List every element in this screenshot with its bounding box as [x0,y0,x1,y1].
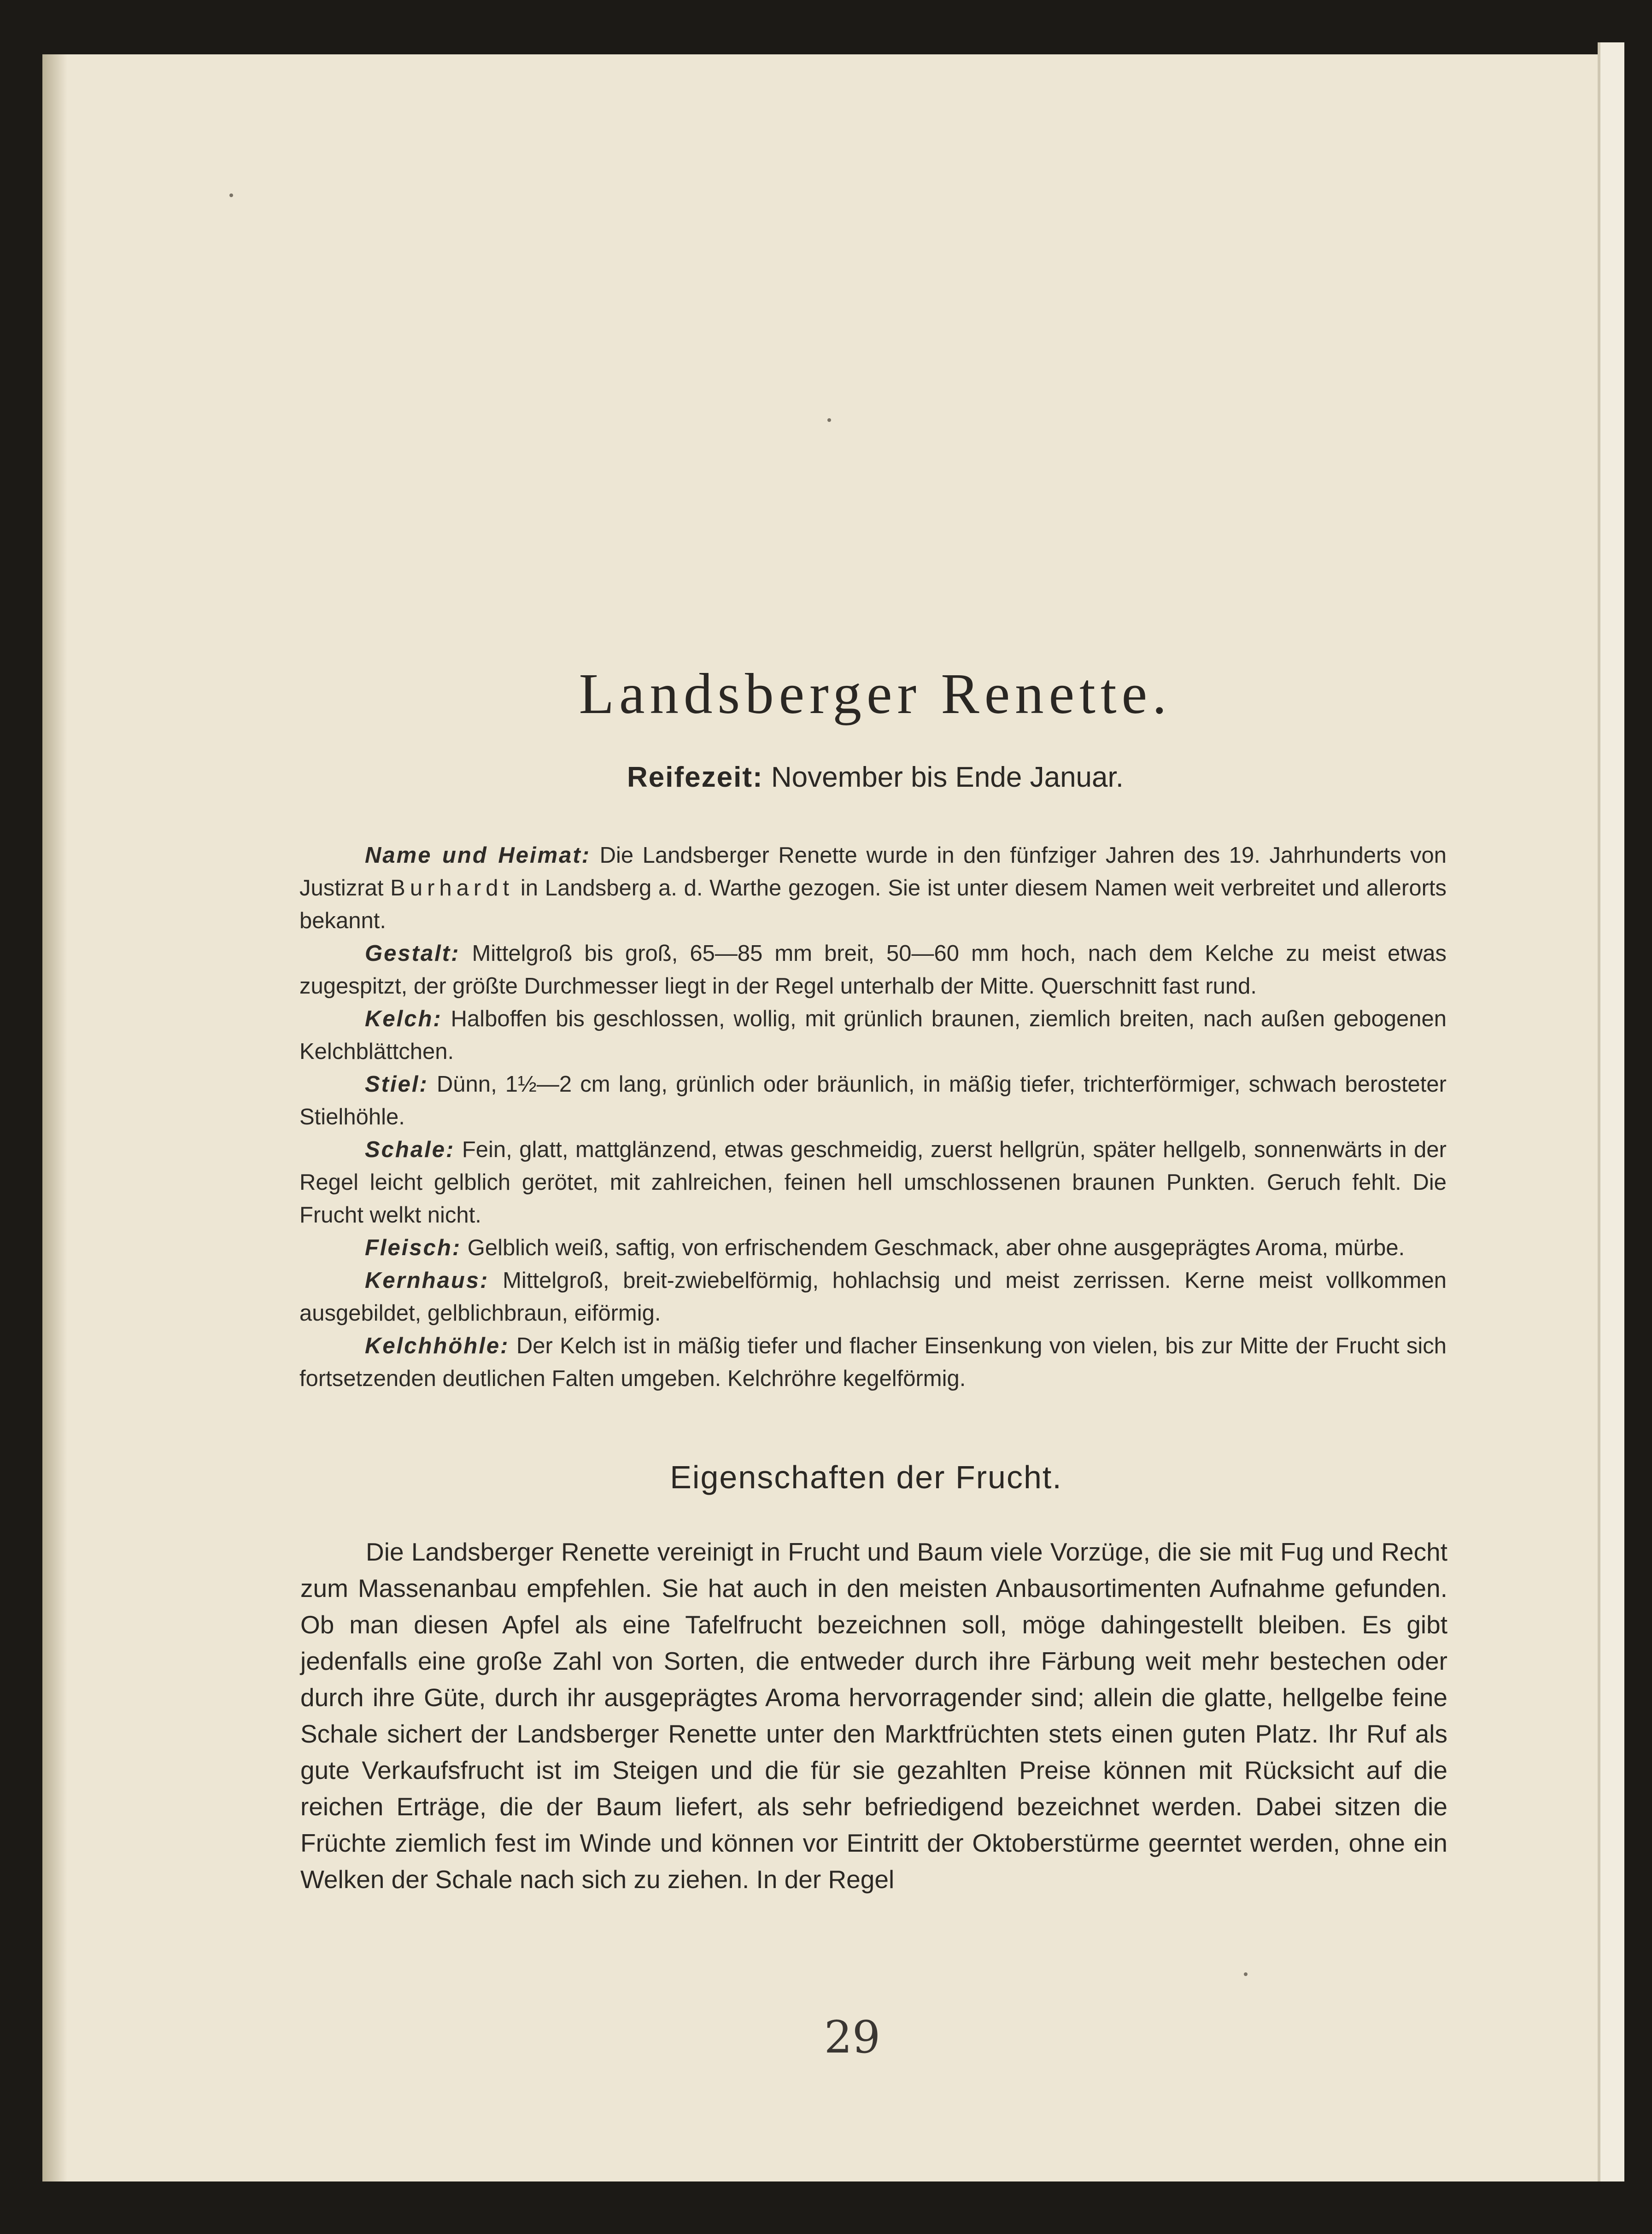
desc-label: Fleisch: [365,1235,462,1260]
desc-label: Kelch: [365,1006,442,1031]
desc-label: Kernhaus: [365,1268,489,1293]
paper-speck [827,418,831,422]
ripening-line [0,759,1652,796]
desc-kernhaus: Kernhaus: Mittelgroß, breit-zwiebelförmig, hohlachsig und meist zerrissen. Kerne meist vollkommen ausgebildet, gelblichbraun, eiförmig. [299,1268,1447,1326]
page-title: Landsberger Renette. [579,662,1172,726]
page-number: 29 [824,2012,881,2063]
section-body [300,1534,1447,1898]
paper-speck [229,193,233,197]
desc-label: Gestalt: [365,941,460,966]
desc-fleisch: Fleisch: Gelblich weiß, saftig, von erfrischendem Geschmack, aber ohne ausgeprägtes Aroma, mürbe. [365,1235,1405,1260]
page-spine-shadow [42,54,67,2181]
next-page-edge [1598,42,1624,2181]
desc-schale: Schale: Fein, glatt, mattglänzend, etwas geschmeidig, zuerst hellgrün, später hellgelb, sonnenwärts in der Regel leicht gelblich gerötet, mit zahlreichen, feinen hell umschlossenen braunen Punkten. Geruch fehlt. Die Frucht welkt nicht. [299,1137,1447,1228]
section-heading: Eigenschaften der Frucht. [670,1459,1062,1495]
desc-label: Name und Heimat: [365,843,591,868]
ripening-value: November bis Ende Januar. [771,761,1124,793]
desc-stiel: Stiel: Dünn, 1½—2 cm lang, grünlich oder bräunlich, in mäßig tiefer, trichterförmiger, schwach berosteter Stielhöhle. [299,1072,1447,1129]
ripening-label: Reifezeit: [627,761,763,793]
spaced-name: Burhardt [390,876,514,901]
desc-kelch: Kelch: Halboffen bis geschlossen, wollig, mit grünlich braunen, ziemlich breiten, nach außen gebogenen Kelchblättchen. [299,1006,1447,1064]
desc-label: Stiel: [365,1072,428,1097]
variety-description [299,839,1447,1395]
desc-name-heimat: Name und Heimat: Die Landsberger Renette wurde in den fünfziger Jahren des 19. Jahrhunderts von Justizrat Burhardt in Landsberg a. d. Warthe gezogen. Sie ist unter diesem Namen weit verbreitet und allerorts bekannt. [299,843,1447,933]
desc-label: Schale: [365,1137,455,1162]
desc-gestalt: Gestalt: Mittelgroß bis groß, 65—85 mm breit, 50—60 mm hoch, nach dem Kelche zu meist etwas zugespitzt, der größte Durchmesser liegt in der Regel unterhalb der Mitte. Querschnitt fast rund. [299,941,1447,999]
desc-label: Kelchhöhle: [365,1333,510,1358]
section-paragraph: Die Landsberger Renette vereinigt in Frucht und Baum viele Vorzüge, die sie mit Fug und Recht zum Massenanbau empfehlen. Sie hat auch in den meisten Anbausortimenten Aufnahme gefunden. Ob man diesen Apfel als eine Tafelfrucht bezeichnen soll, möge dahingestellt bleiben. Es gibt jedenfalls eine große Zahl von Sorten, die entweder durch ihre Färbung weit mehr bestechen oder durch ihre Güte, durch ihr ausgeprägtes Aroma hervorragender sind; allein die glatte, hellgelbe feine Schale sichert der Landsberger Renette unter den Marktfrüchten stets einen guten Platz. Ihr Ruf als gute Verkaufsfrucht ist im Steigen und die für sie gezahlten Preise können mit Rücksicht auf die reichen Erträge, die der Baum liefert, als sehr befriedigend bezeichnet werden. Dabei sitzen die Früchte ziemlich fest im Winde und können vor Eintritt der Oktoberstürme geerntet werden, ohne ein Welken der Schale nach sich zu ziehen. In der Regel [300,1538,1447,1894]
desc-kelchhoehle: Kelchhöhle: Der Kelch ist in mäßig tiefer und flacher Einsenkung von vielen, bis zur Mitte der Frucht sich fortsetzenden deutlichen Falten umgeben. Kelchröhre kegelförmig. [299,1333,1447,1391]
paper-speck [1244,1972,1248,1976]
